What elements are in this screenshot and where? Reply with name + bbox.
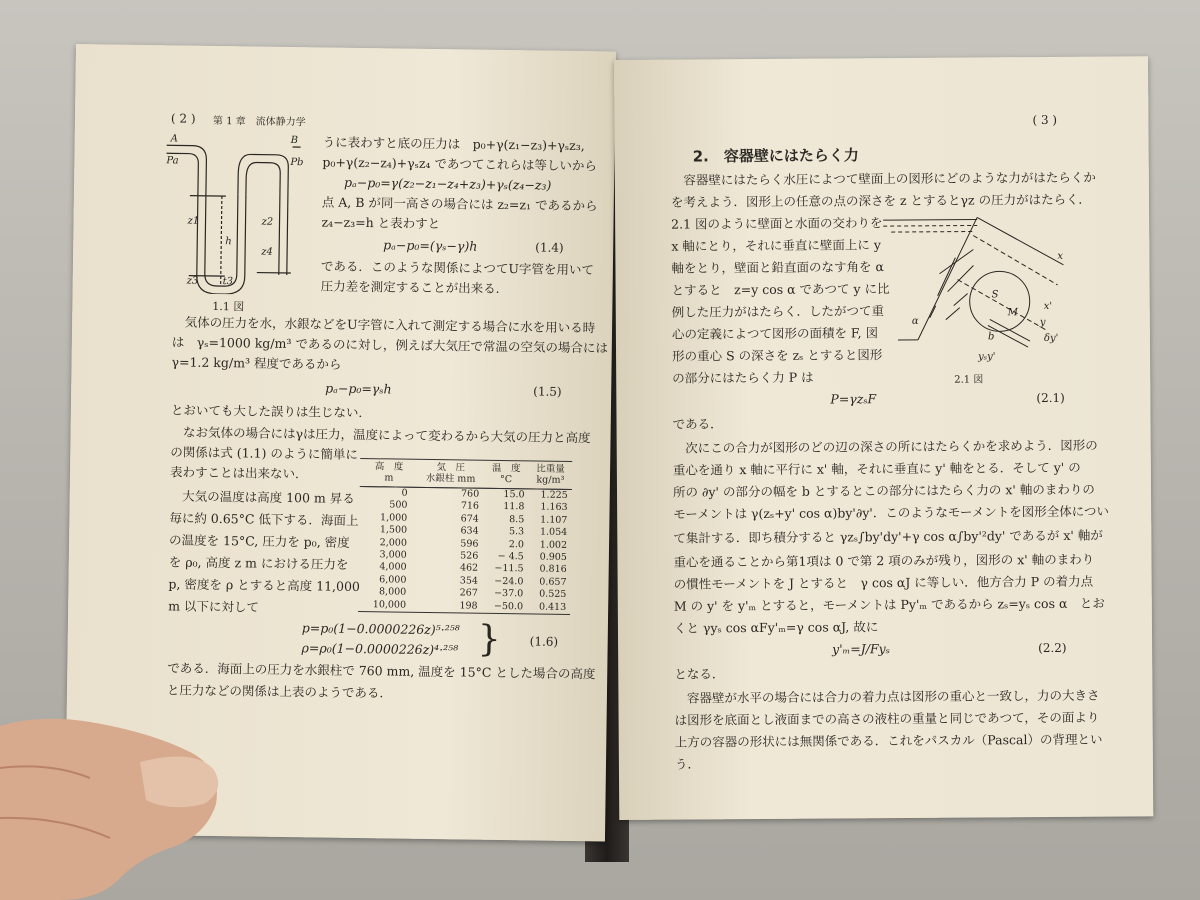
text-line: うに表わすと底の圧力は p₀+γ(z₁−z₃)+γₛz₃, <box>322 134 585 154</box>
label-h: h <box>225 236 232 248</box>
table-row: 10,000 198 −50.0 0.413 <box>372 598 567 613</box>
text-line: は図形を底面とし液面までの高さの液柱の重量と同じであつて，その面より <box>674 709 1100 728</box>
text-line: x 軸にとり，それに垂直に壁面上に y <box>671 237 881 254</box>
label-b: b <box>987 331 995 343</box>
label-pb: Pb <box>290 157 304 169</box>
text-line: 点 A, B が同一高さの場合には z₂=z₁ であるから <box>321 194 598 214</box>
text-line: なお気体の場合にはγは圧力，温度によって変わるから大気の圧力と高度 <box>170 424 591 446</box>
label-dy: δy' <box>1043 332 1059 345</box>
text-line: 毎に約 0.65°C 低下する．海面上 <box>169 510 359 528</box>
text-line: の慣性モーメントを J とすると γ cos αJ に等しい．他方合力 P の着力点 <box>673 573 1094 592</box>
table-row: 1,500 634 5.3 1.054 <box>379 524 568 539</box>
text-line: m 以下に対して <box>168 598 260 615</box>
equation: y'ₘ=J/Fyₛ <box>832 641 890 657</box>
altitude-table <box>358 458 572 615</box>
u-tube-figure <box>165 133 307 295</box>
text-line: z₄−z₃=h と表わすと <box>321 214 441 232</box>
table-row: 1,000 674 8.5 1.107 <box>379 512 568 526</box>
text-line: p, 密度を ρ とすると高度 11,000 <box>168 576 361 595</box>
label-z1: z1 <box>187 215 200 227</box>
label-b: B <box>290 135 299 147</box>
text-line: を ρ₀, 高度 z m における圧力を <box>168 554 349 572</box>
equation: pₐ−p₀=γₛh <box>325 380 392 397</box>
chapter-header: 第 1 章 流体静力学 <box>212 115 306 129</box>
table-header: 温 度 °C <box>483 461 529 489</box>
equation-number: (1.5) <box>533 384 562 399</box>
text-line: 表わすことは出来ない． <box>169 464 308 482</box>
text-line: と圧力などの関係は上表のようである． <box>166 682 393 701</box>
label-x: x <box>1057 250 1064 262</box>
page-number: ( 2 ) <box>170 111 196 126</box>
label-alpha: α <box>911 315 919 327</box>
label-z2: z2 <box>261 216 274 228</box>
table-row: 2,000 596 2.0 1.002 <box>379 536 568 551</box>
text-line: 容器壁が水平の場合には合力の着力点は図形の重心と一致し，力の大きさ <box>674 687 1100 706</box>
text-line: 形の重心 S の深さを zₛ とすると図形 <box>672 347 883 364</box>
text-line: p₀+γ(z₂−z₄)+γₛz₄ であつてこれらは等しいから <box>322 154 598 174</box>
text-line: 例した圧力がはたらく．したがつて重 <box>671 303 885 320</box>
equation: pₐ−p₀=γ(z₂−z₁−z₄+z₃)+γₛ(z₄−z₃) <box>343 174 552 193</box>
text-line: γ=1.2 kg/m³ 程度であるから <box>171 354 342 372</box>
text-line: 重心を通り x 軸に平行に x' 軸，それに垂直に y' 軸をとる．そして y' の <box>672 459 1081 478</box>
text-line: 気体の圧力を水，水銀などをU字管に入れて測定する場合に水を用いる時 <box>172 314 596 336</box>
text-line: となる． <box>674 666 725 682</box>
text-line: とすると z=y cos α であつて y に比 <box>671 281 890 298</box>
equation: ρ=ρ₀(1−0.0000226z)⁴·²⁵⁸ <box>301 640 459 658</box>
brace: } <box>477 618 501 660</box>
label-ys: yₛy' <box>978 351 996 363</box>
equation: p=p₀(1−0.0000226z)⁵·²⁵⁸ <box>301 620 460 638</box>
hand <box>0 708 240 900</box>
section-title: 2. 容器壁にはたらく力 <box>692 146 859 166</box>
label-m: M <box>1007 307 1019 319</box>
text-line: の関係は式 (1.1) のように簡単に <box>170 444 358 462</box>
table-header: 気 圧 水銀柱 mm <box>418 460 484 488</box>
table-row: 0 760 15.0 1.225 <box>401 487 568 501</box>
page-number: ( 3 ) <box>1032 112 1058 128</box>
figure-caption: 1.1 図 <box>212 299 245 314</box>
equation-number: (1.4) <box>535 240 564 255</box>
table-row: 4,000 462 −11.5 0.816 <box>379 561 567 576</box>
text-line: 心の定義によつて図形の面積を F, 図 <box>671 325 879 342</box>
label-t3: t3 <box>222 276 234 288</box>
text-line: 軸をとり，壁面と鉛直面のなす角を α <box>671 259 884 276</box>
text-line: とおいても大した誤りは生じない． <box>170 402 372 421</box>
label-s: S <box>991 289 999 301</box>
text-line: の部分にはたらく力 P は <box>672 369 814 386</box>
table-header: 高 度 m <box>360 459 418 487</box>
label-pa: Pa <box>166 155 179 167</box>
table-row: 3,000 526 − 4.5 0.905 <box>379 549 567 563</box>
table-row: 6,000 354 −24.0 0.657 <box>379 574 567 588</box>
equation-number: (1.6) <box>529 634 559 649</box>
label-z3: z3 <box>186 275 199 287</box>
table-row: 8,000 267 −37.0 0.525 <box>378 586 567 601</box>
text-line: 2.1 図のように壁面と水面の交わりを <box>671 215 883 232</box>
text-line: 大気の温度は高度 100 m 昇る <box>169 488 355 506</box>
text-line: である．海面上の圧力を水銀柱で 760 mm, 温度を 15°C とした場合の高度 <box>167 660 596 682</box>
inclined-wall-figure <box>877 209 1068 372</box>
text-line: M の y' を y'ₘ とすると，モーメントは Py'ₘ であるから zₛ=yₛ cos α とお <box>673 595 1105 614</box>
label-z4: z4 <box>261 246 273 258</box>
text-line: 重心を通ることから第1項は 0 で第 2 項のみが残り，図形の x' 軸のまわり <box>673 551 1095 570</box>
text-line: を考えよう．図形上の任意の点の深さを z とするとγz の圧力がはたらく． <box>670 191 1091 210</box>
label-x-prime: x' <box>1043 300 1053 313</box>
equation-number: (2.2) <box>1038 640 1067 656</box>
equation: P=γzₛF <box>830 391 877 407</box>
text-line: 次にこの合力が図形のどの辺の深さの所にはたらくかを求めよう．図形の <box>672 437 1098 456</box>
text-line: 上方の容器の形状には無関係である．これをパスカル（Pascal）の背理とい <box>674 731 1103 750</box>
table-header: 比重量 kg/m³ <box>529 461 573 489</box>
text-line: う． <box>674 756 700 772</box>
text-line: である． <box>672 416 723 432</box>
text-line: くと γyₛ cos αFy'ₘ=γ cos αJ, 故に <box>673 619 879 636</box>
table-row: 500 716 11.8 1.163 <box>389 499 568 514</box>
text-line: 圧力差を測定することが出来る． <box>320 278 509 297</box>
figure-caption: 2.1 図 <box>954 374 984 386</box>
text-line: の温度を 15°C, 圧力を p₀, 密度 <box>168 532 350 550</box>
equation-number: (2.1) <box>1036 390 1065 406</box>
label-a: A <box>170 133 178 145</box>
label-y: y <box>1039 316 1046 329</box>
text-line: 所の ∂y' の部分の幅を b とするとこの部分にはたらく力の x' 軸のまわりの <box>672 481 1095 500</box>
right-page <box>614 56 1153 820</box>
text-line: である．このような関係によつてU字管を用いて <box>320 258 595 278</box>
equation: pₐ−p₀=(γₛ−γ)h <box>383 237 478 254</box>
text-line: は γₛ=1000 kg/m³ であるのに対し，例えば大気圧で常温の空気の場合には <box>171 334 608 356</box>
text-line: て集計する．即ち積分すると γzₛ∫by'dy'+γ cos α∫by'²dy' であるが x' 軸が <box>673 527 1103 546</box>
text-line: 容器壁にはたらく水圧によつて壁面上の図形にどのような力がはたらくか <box>670 169 1096 188</box>
text-line: モーメントは γ(zₛ+y' cos α)by'∂y'．このようなモーメントを図形全体につい <box>673 503 1109 522</box>
